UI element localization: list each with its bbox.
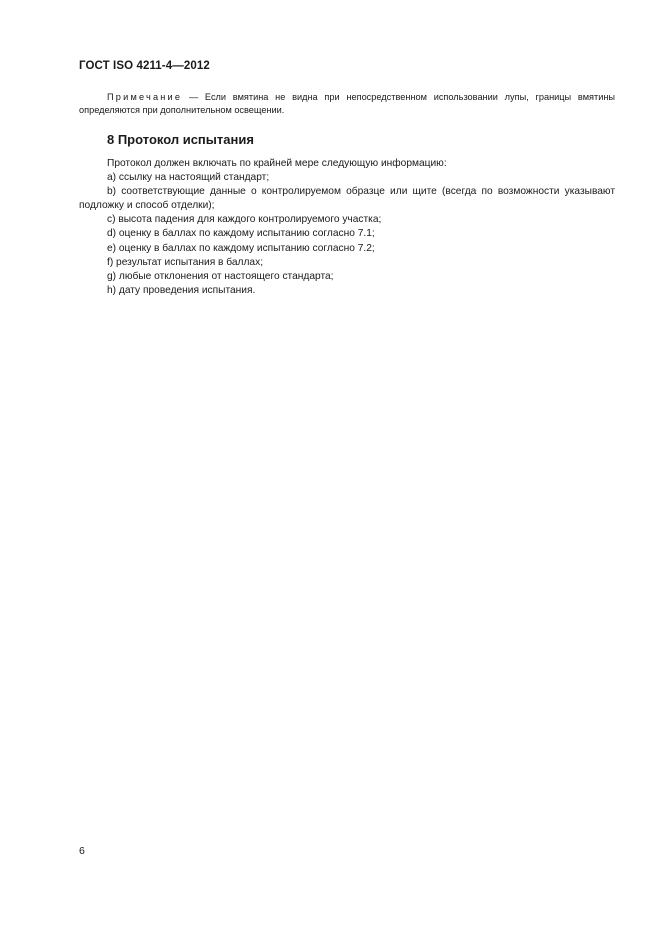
list-item-e: e) оценку в баллах по каждому испытанию согласно 7.2; — [107, 242, 375, 254]
list-item-f: f) результат испытания в баллах; — [107, 256, 264, 268]
note-dash: — — [182, 92, 205, 102]
document-code-header: ГОСТ ISO 4211-4—2012 — [79, 60, 210, 72]
note-paragraph — [79, 91, 615, 117]
list-item-g: g) любые отклонения от настоящего стандарта; — [107, 270, 334, 282]
section-title: 8 Протокол испытания — [107, 132, 254, 147]
note-text: Если вмятина не видна при непосредственном использовании лупы, границы вмятины определяются при дополнительном освещении. — [79, 92, 616, 115]
intro-paragraph: Протокол должен включать по крайней мере следующую информацию: — [107, 158, 447, 169]
section-body — [79, 157, 615, 298]
list-item-d: d) оценку в баллах по каждому испытанию согласно 7.1; — [107, 228, 375, 240]
list-item-c: c) высота падения для каждого контролируемого участка; — [107, 214, 382, 226]
list-item-h: h) дату проведения испытания. — [107, 284, 256, 296]
page-number: 6 — [79, 845, 85, 857]
note-label: Примечание — [107, 92, 183, 102]
list-item-b: b) соответствующие данные о контролируемом образце или щите (всегда по возможности указывают подложку и способ отделки); — [79, 186, 615, 212]
list-item-a: a) ссылку на настоящий стандарт; — [107, 172, 270, 184]
